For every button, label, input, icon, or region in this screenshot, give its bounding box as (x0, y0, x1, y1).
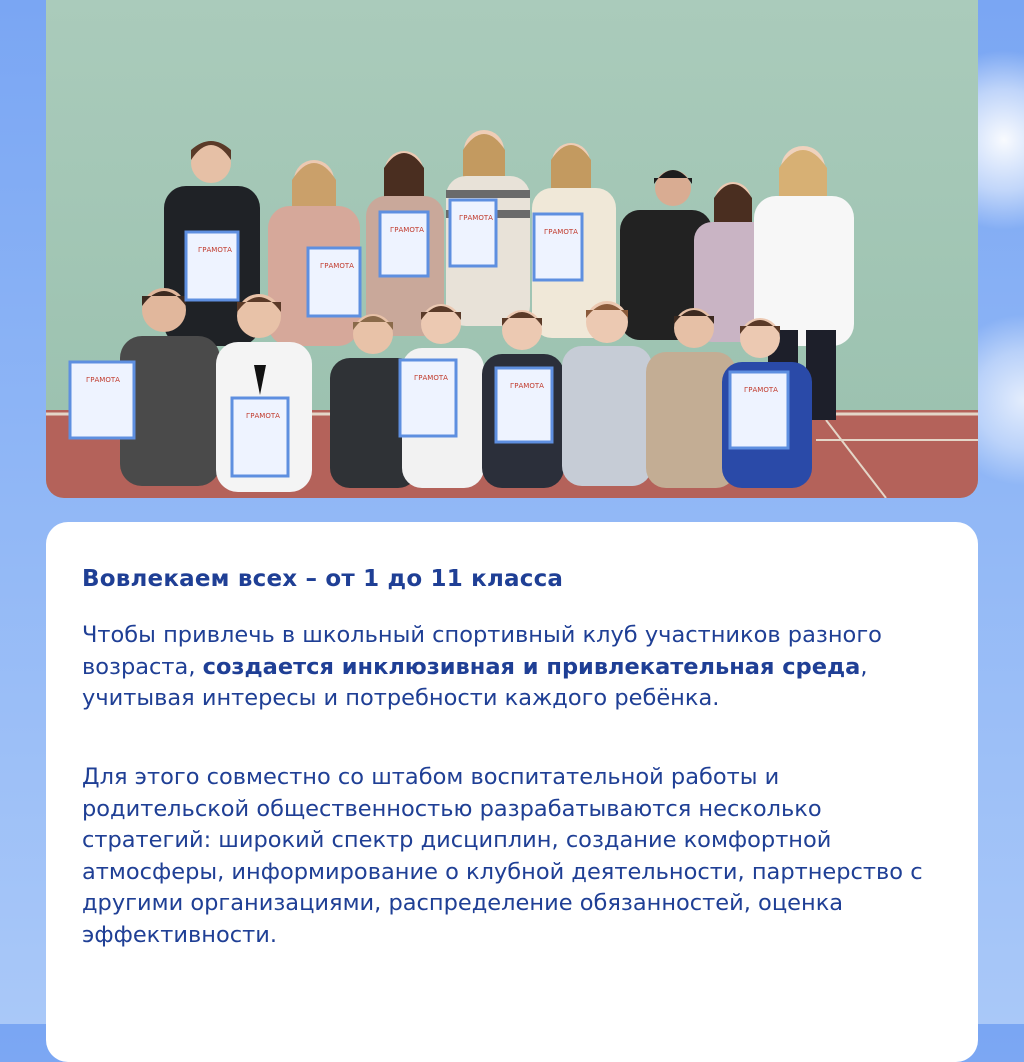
certificate-label: ГРАМОТА (510, 382, 544, 390)
certificate-label: ГРАМОТА (246, 412, 280, 420)
certificate-label: ГРАМОТА (86, 376, 120, 384)
paragraph-intro-end: , учитывая интересы и потребности каждого ребёнка. (82, 653, 868, 711)
certificate-label: ГРАМОТА (198, 246, 232, 254)
paragraph-intro-highlight: создается инклюзивная и привлекательная среда (202, 653, 861, 680)
group-photo (46, 0, 978, 498)
certificate-label: ГРАМОТА (320, 262, 354, 270)
certificate-label: ГРАМОТА (390, 226, 424, 234)
section-heading: Вовлекаем всех – от 1 до 11 класса (82, 566, 564, 592)
text-card (46, 522, 978, 1062)
certificate-label: ГРАМОТА (414, 374, 448, 382)
certificate-label: ГРАМОТА (744, 386, 778, 394)
paragraph-intro-start: Чтобы привлечь в школьный спортивный клуб участников разного возраста, (82, 622, 882, 680)
paragraph-intro (82, 620, 942, 715)
paragraph-strategies: Для этого совместно со штабом воспитательной работы и родительской общественностью разрабатываются несколько стратегий: широкий спектр дисциплин, создание комфортной атмосферы, информирование о клубной деятельности, партнерство с другими организациями, распределение обязанностей, оценка эффективности. (82, 764, 923, 948)
certificate-label: ГРАМОТА (544, 228, 578, 236)
certificate-label: ГРАМОТА (459, 214, 493, 222)
